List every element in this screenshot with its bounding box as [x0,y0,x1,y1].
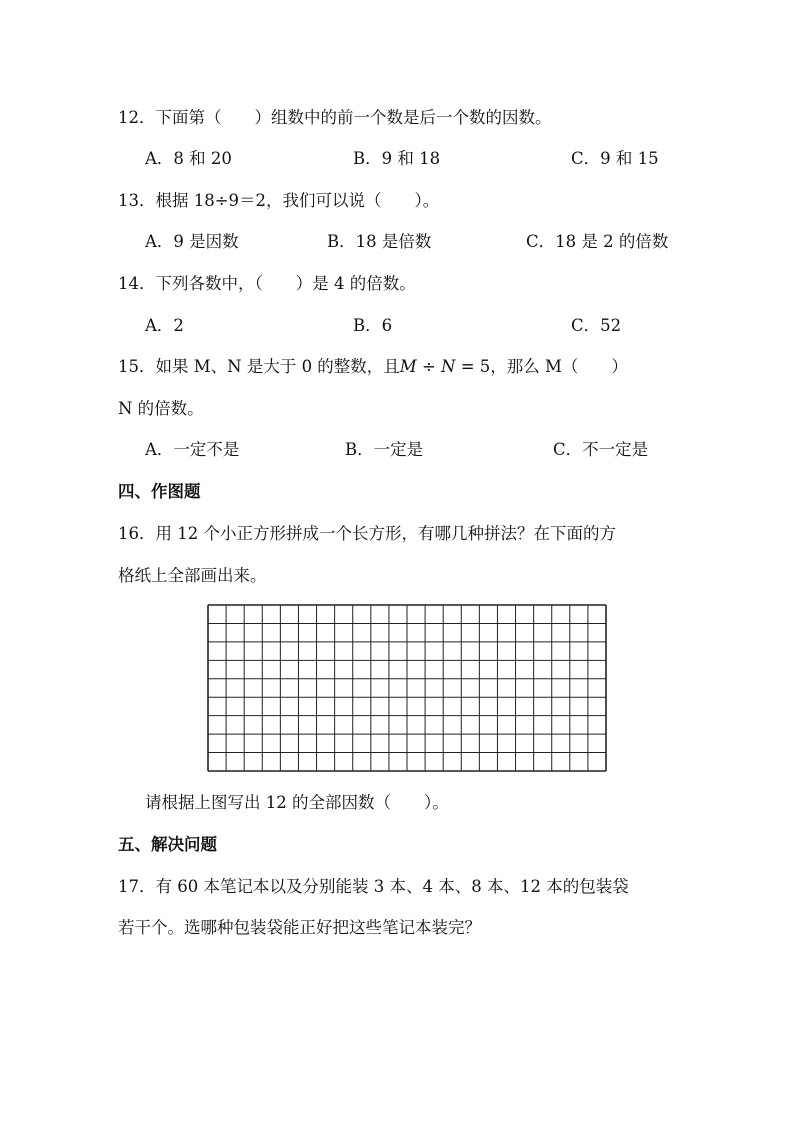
section-5-title: 五、解决问题 [118,835,217,854]
question-13-option-c: C．18 是 2 的倍数 [526,232,669,251]
question-14-option-c: C．52 [571,316,622,335]
question-16-followup: 请根据上图写出 12 的全部因数（ ）。 [145,793,449,812]
question-15-option-b: B．一定是 [345,440,424,459]
section-4-title: 四、作图题 [118,482,201,501]
question-14-stem: 14．下列各数中，（ ）是 4 的倍数。 [118,274,416,293]
question-14-option-b: B．6 [353,316,393,335]
grid-paper[interactable] [207,604,607,772]
question-13-stem: 13．根据 18÷9＝2，我们可以说（ ）。 [118,191,440,210]
question-17-line2: 若干个。选哪种包装袋能正好把这些笔记本装完？ [118,918,481,937]
question-13-option-b: B．18 是倍数 [327,232,432,251]
question-14-option-a: A．2 [145,316,184,335]
question-15-option-a: A．一定不是 [145,440,240,459]
question-16-line2: 格纸上全部画出来。 [118,566,267,585]
question-15-stem-line2: N 的倍数。 [118,399,204,418]
question-12-option-b: B．9 和 18 [353,149,441,168]
question-16-line1: 16．用 12 个小正方形拼成一个长方形，有哪几种拼法？在下面的方 [118,524,616,543]
question-13-option-a: A．9 是因数 [145,232,239,251]
question-12-option-a: A．8 和 20 [145,149,232,168]
question-15-option-c: C．不一定是 [553,440,649,459]
question-12-option-c: C．9 和 15 [571,149,659,168]
question-12-stem: 12．下面第（ ）组数中的前一个数是后一个数的因数。 [118,108,552,127]
question-15-stem-line1: 15．如果 M、N 是大于 0 的整数，且𝑀 ÷ 𝑁 = 5，那么 M（ ） [118,357,628,376]
grid-paper-svg[interactable] [207,604,607,772]
question-17-line1: 17．有 60 本笔记本以及分别能装 3 本、4 本、8 本、12 本的包装袋 [118,877,629,896]
